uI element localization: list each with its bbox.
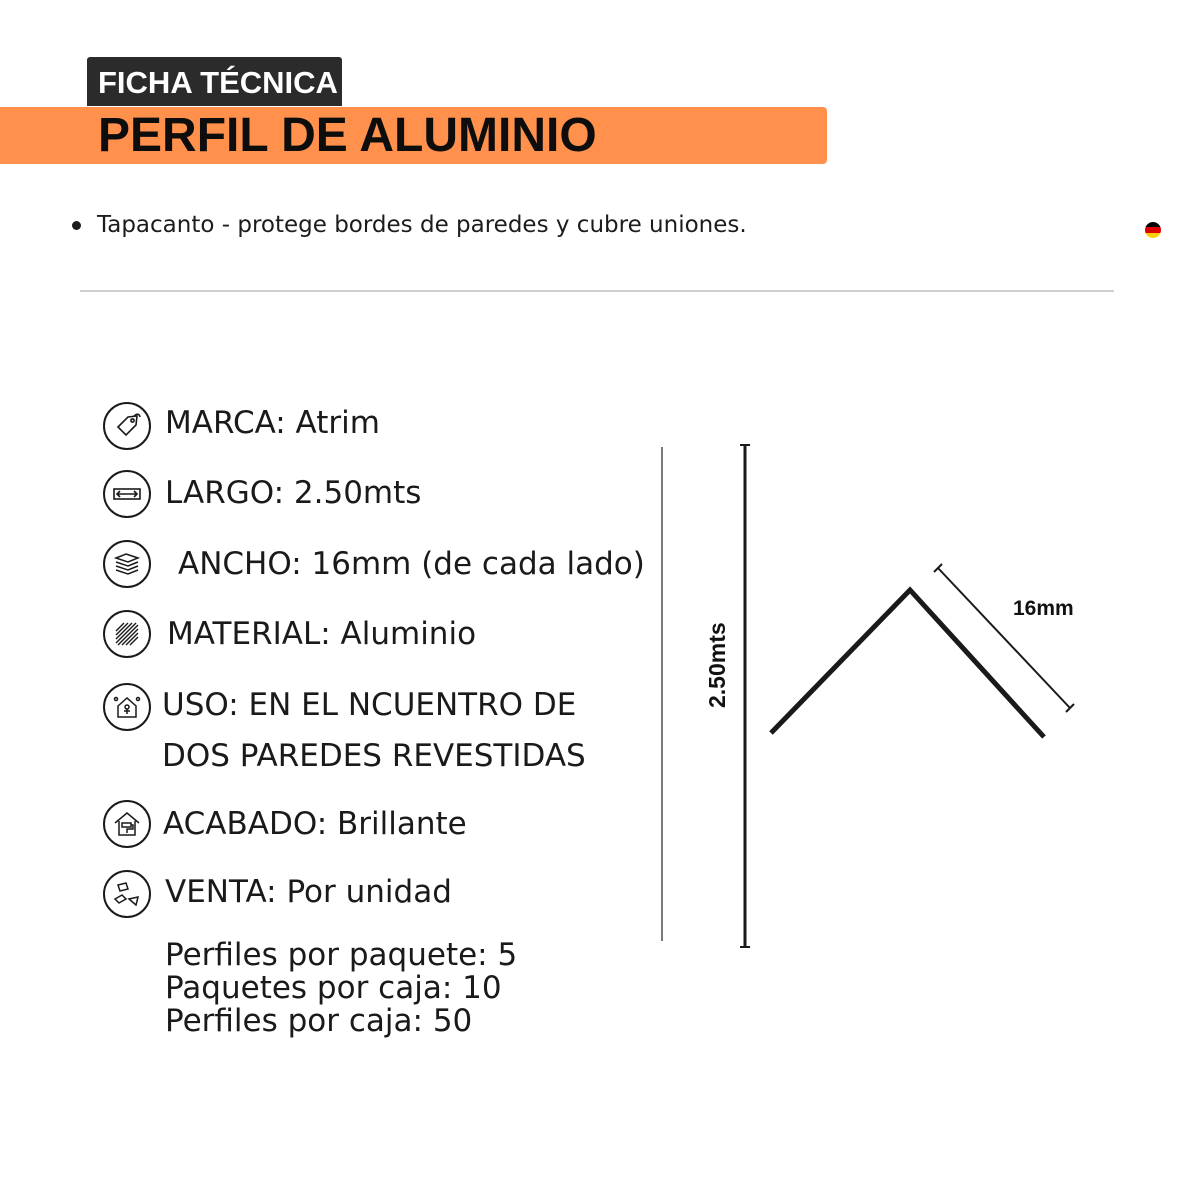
page-title: PERFIL DE ALUMINIO	[98, 109, 597, 162]
length-label: 2.50mts	[704, 622, 730, 708]
description-bullet	[72, 212, 747, 238]
angle-profile-shape	[771, 590, 1044, 737]
price-tag-icon	[103, 402, 151, 450]
packaging-line-1: Perfiles por paquete: 5	[165, 937, 518, 973]
bullet-dot-icon	[72, 221, 81, 230]
divider	[80, 290, 1114, 292]
description-text: Tapacanto - protege bordes de paredes y cubre uniones.	[97, 212, 747, 238]
length-arrow-icon	[103, 470, 151, 518]
packaging-line-3: Perfiles por caja: 50	[165, 1003, 473, 1039]
house-use-icon	[103, 683, 151, 731]
hatched-material-icon	[103, 610, 151, 658]
spec-width: ANCHO: 16mm (de cada lado)	[178, 546, 645, 582]
section-tag: FICHA TÉCNICA	[87, 57, 342, 106]
width-label: 16mm	[1013, 597, 1074, 620]
paint-roller-house-icon	[103, 800, 151, 848]
spec-use: USO: EN EL NCUENTRO DE	[162, 687, 577, 723]
profile-diagram	[690, 430, 1110, 970]
column-divider	[661, 447, 663, 941]
spec-length: LARGO: 2.50mts	[165, 475, 422, 511]
spec-material: MATERIAL: Aluminio	[167, 616, 477, 652]
length-dimension-line	[740, 445, 750, 947]
spec-finish: ACABADO: Brillante	[163, 806, 467, 842]
spec-brand: MARCA: Atrim	[165, 405, 380, 441]
spec-sale: VENTA: Por unidad	[165, 874, 452, 910]
spec-use-line2: DOS PAREDES REVESTIDAS	[162, 738, 586, 774]
packaging-line-2: Paquetes por caja: 10	[165, 970, 502, 1006]
pieces-icon	[103, 870, 151, 918]
layers-icon	[103, 540, 151, 588]
germany-flag-icon	[1145, 222, 1161, 238]
